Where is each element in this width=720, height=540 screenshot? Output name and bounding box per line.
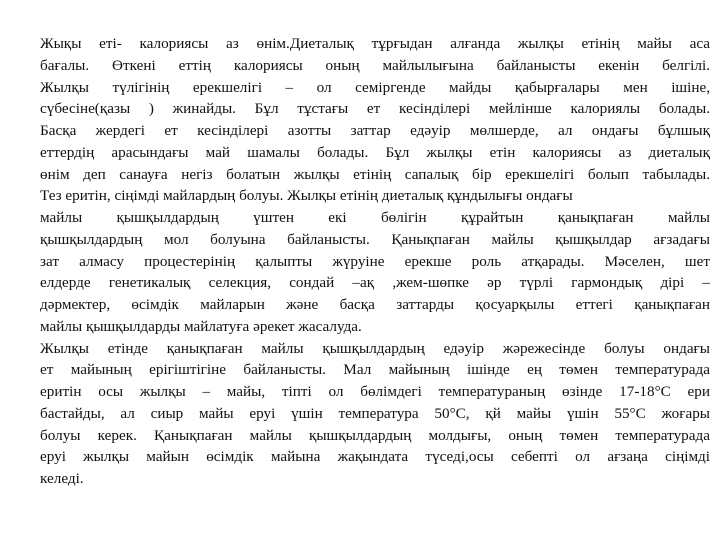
text-line: зат алмасу процестерінің қалыпты жүруіне ерекше роль атқарады. Мәселен, шет [40, 252, 710, 270]
text-line: бастайды, ал сиыр майы еруі үшін температура 50°C, қй майы үшін 55°C жоғары [40, 404, 710, 422]
text-line: қышқылдардың мол болуына байланысты. Қанықпаған майлы қышқылдар ағзадағы [40, 230, 710, 248]
text-line: дәрмектер, өсімдік майларын және басқа заттарды қосуарқылы еттегі қанықпаған [40, 296, 710, 313]
text-line: Басқа жердегі ет кесінділері азотты заттар едәуір мөлшерде, ал ондағы бұлшық [40, 122, 710, 139]
text-line: келеді. [40, 470, 84, 487]
text-line: еритін осы жылқы – майы, тіпті ол бөлімдегі температураның өзінде 17-18°C ери [40, 383, 710, 400]
text-line: Жықы еті- калориясы аз өнім.Диеталық тұрғыдан алғанда жылқы етінің майы аса [40, 35, 710, 52]
text-line: елдерде генетикалық селекция, сондай –ақ ,жем-шөпке әр түрлі гармондық дірі – [40, 274, 710, 292]
text-line: майлы қышқылдардың үштен екі бөлігін құрайтын қанықпаған майлы [40, 209, 710, 226]
document-body [40, 33, 710, 490]
paragraph-1 [40, 33, 710, 338]
text-line: Жылқы етінде қанықпаған майлы қышқылдардың едәуір жәрежесінде болуы ондағы [40, 339, 710, 357]
paragraph-2 [40, 338, 710, 490]
text-line: сүбесіне(қазы ) жинайды. Бұл тұстағы ет кесінділері мейлінше калориялы болады. [40, 100, 710, 118]
text-line: майлы қышқылдарды майлатуға әрекет жасалуда. [40, 317, 362, 335]
text-line: ет майының ерігіштігіне байланысты. Мал майының ішінде ең төмен температурада [40, 361, 710, 379]
text-line: бағалы. Өткені еттің калориясы оның майлылығына байланысты екенін белгілі. [40, 56, 710, 74]
text-line: Жылқы түлігінің ерекшелігі – ол семіргенде майды қабырғалары мен ішіне, [40, 78, 710, 96]
text-line: еруі жылқы майын өсімдік майына жақындата түседі,осы себепті ол ағзаңа сіңімді [40, 448, 710, 466]
text-line: өнім деп санауға негіз болатын жылқы етінің сапалық бір ерекшелігі болып табылады. [40, 165, 710, 183]
text-line: еттердің арасындағы май шамалы болады. Бұл жылқы етін калориясы аз диеталық [40, 143, 710, 161]
text-line: Тез еритін, сіңімді майлардың болуы. Жылқы етінің диеталық құндылығы ондағы [40, 187, 573, 205]
text-line: болуы керек. Қанықпаған майлы қышқылдардың молдығы, оның төмен температурада [40, 426, 710, 444]
